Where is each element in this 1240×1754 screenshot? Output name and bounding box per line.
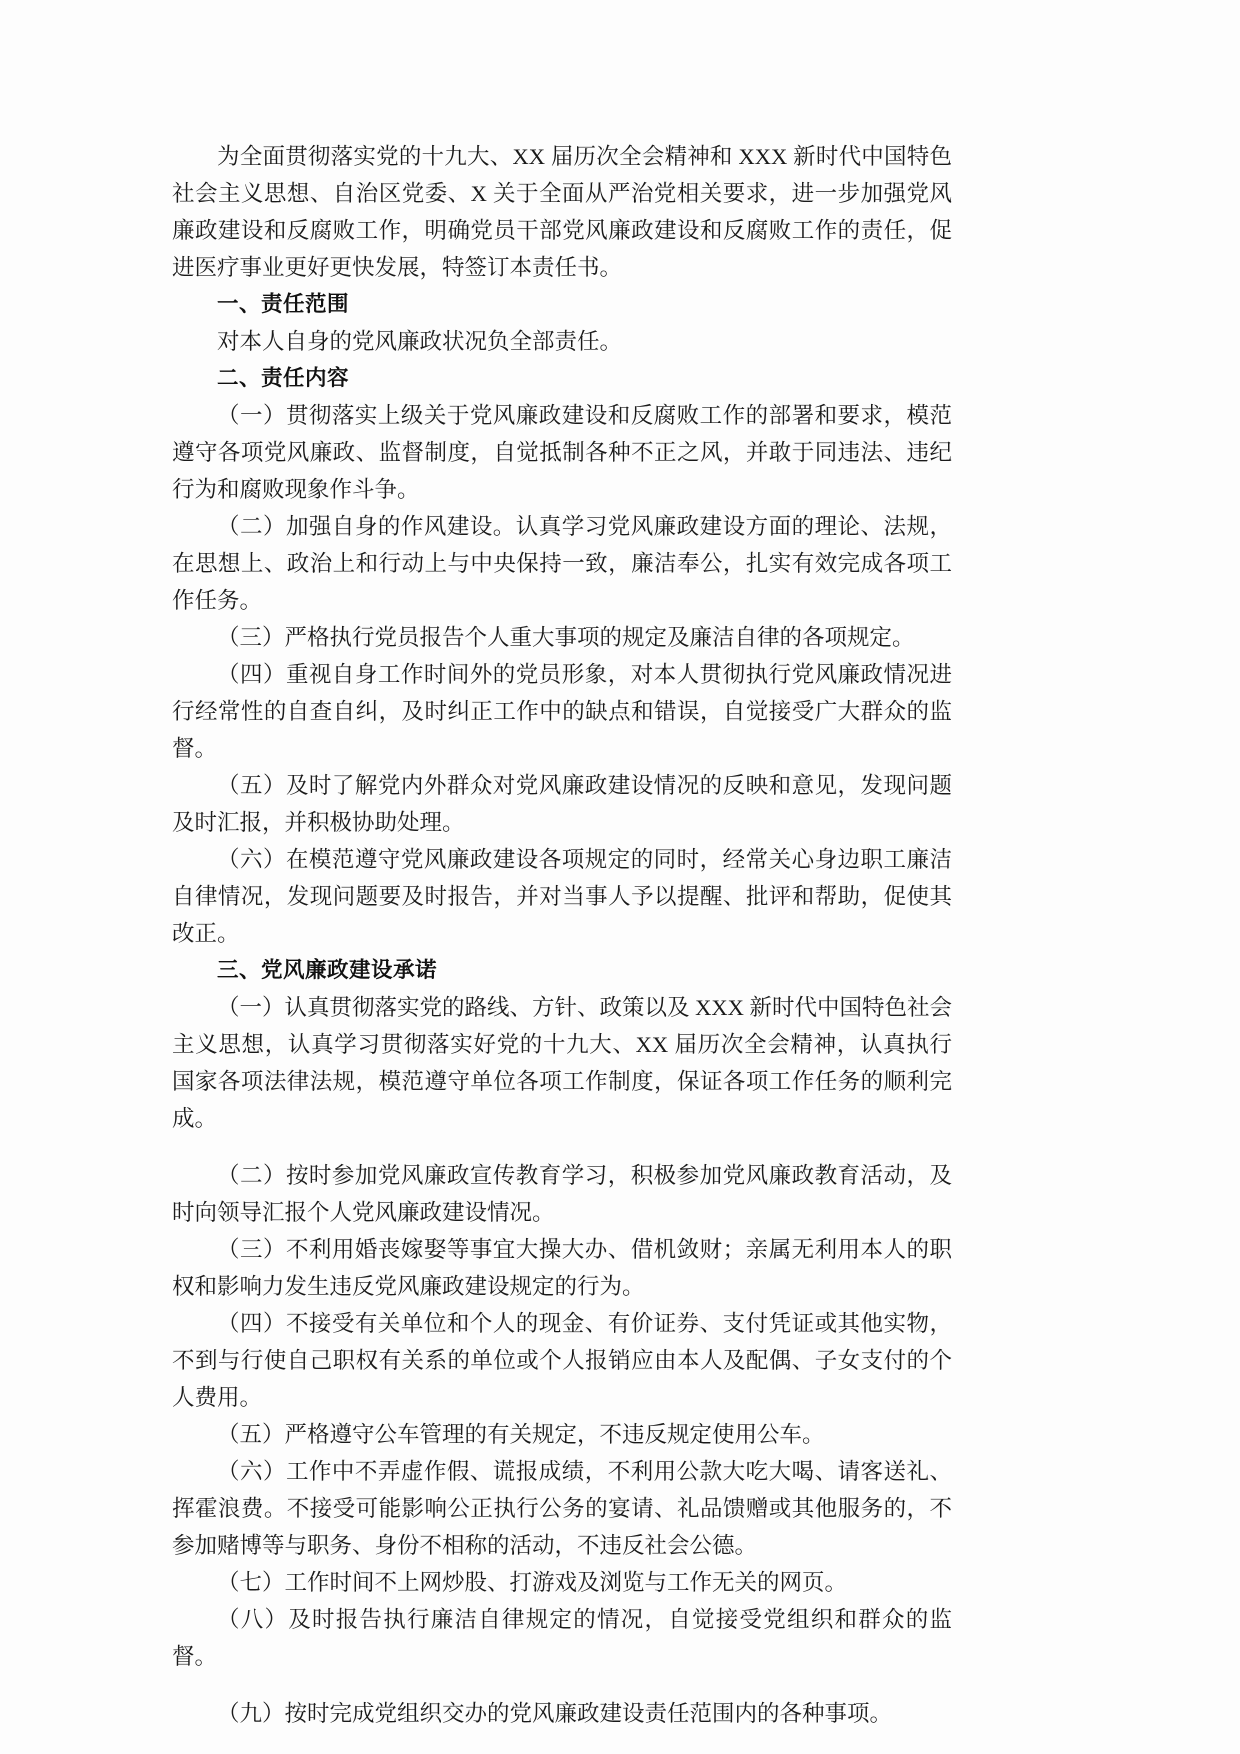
section-2-item-2: （二）加强自身的作风建设。认真学习党风廉政建设方面的理论、法规，在思想上、政治上和行动上与中央保持一致，廉洁奉公，扎实有效完成各项工作任务。 [172, 514, 952, 613]
document-body [172, 138, 952, 1732]
section-3-item-6: （六）工作中不弄虚作假、谎报成绩，不利用公款大吃大喝、请客送礼、挥霍浪费。不接受可能影响公正执行公务的宴请、礼品馈赠或其他服务的，不参加赌博等与职务、身份不相称的活动，不违反社会公德。 [172, 1459, 952, 1558]
section-3-item-1: （一）认真贯彻落实党的路线、方针、政策以及 XXX 新时代中国特色社会主义思想，认真学习贯彻落实好党的十九大、XX 届历次全会精神，认真执行国家各项法律法规，模范遵守单位各项工作制度，保证各项工作任务的顺利完成。 [172, 995, 952, 1131]
section-heading-1: 一、责任范围 [217, 292, 350, 316]
section-2-item-1: （一）贯彻落实上级关于党风廉政建设和反腐败工作的部署和要求，模范遵守各项党风廉政、监督制度，自觉抵制各种不正之风，并敢于同违法、违纪行为和腐败现象作斗争。 [172, 403, 952, 502]
section-1-paragraph-1: 对本人自身的党风廉政状况负全部责任。 [217, 329, 623, 354]
section-2-item-5: （五）及时了解党内外群众对党风廉政建设情况的反映和意见，发现问题及时汇报，并积极协助处理。 [172, 773, 952, 835]
section-3-item-5: （五）严格遵守公车管理的有关规定，不违反规定使用公车。 [217, 1422, 825, 1447]
section-heading-3: 三、党风廉政建设承诺 [217, 958, 438, 982]
section-3-item-9: （九）按时完成党组织交办的党风廉政建设责任范围内的各种事项。 [217, 1701, 893, 1726]
section-3-item-4: （四）不接受有关单位和个人的现金、有价证券、支付凭证或其他实物，不到与行使自己职权有关系的单位或个人报销应由本人及配偶、子女支付的个人费用。 [172, 1311, 952, 1410]
intro-paragraph: 为全面贯彻落实党的十九大、XX 届历次全会精神和 XXX 新时代中国特色社会主义思想、自治区党委、X 关于全面从严治党相关要求，进一步加强党风廉政建设和反腐败工作，明确党员干部党风廉政建设和反腐败工作的责任，促进医疗事业更好更快发展，特签订本责任书。 [172, 144, 952, 280]
section-2-item-3: （三）严格执行党员报告个人重大事项的规定及廉洁自律的各项规定。 [217, 625, 915, 650]
section-heading-2: 二、责任内容 [217, 366, 350, 390]
paragraph-spacer-2 [172, 1675, 952, 1695]
section-2-item-4: （四）重视自身工作时间外的党员形象，对本人贯彻执行党风廉政情况进行经常性的自查自纠，及时纠正工作中的缺点和错误，自觉接受广大群众的监督。 [172, 662, 952, 761]
paragraph-spacer-1 [172, 1137, 952, 1157]
section-3-item-7: （七）工作时间不上网炒股、打游戏及浏览与工作无关的网页。 [217, 1570, 848, 1595]
section-3-item-3: （三）不利用婚丧嫁娶等事宜大操大办、借机敛财；亲属无利用本人的职权和影响力发生违反党风廉政建设规定的行为。 [172, 1237, 952, 1299]
section-2-item-6: （六）在模范遵守党风廉政建设各项规定的同时，经常关心身边职工廉洁自律情况，发现问题要及时报告，并对当事人予以提醒、批评和帮助，促使其改正。 [172, 847, 952, 946]
section-3-item-2: （二）按时参加党风廉政宣传教育学习，积极参加党风廉政教育活动，及时向领导汇报个人党风廉政建设情况。 [172, 1163, 952, 1225]
section-3-item-8: （八）及时报告执行廉洁自律规定的情况，自觉接受党组织和群众的监督。 [172, 1607, 952, 1669]
